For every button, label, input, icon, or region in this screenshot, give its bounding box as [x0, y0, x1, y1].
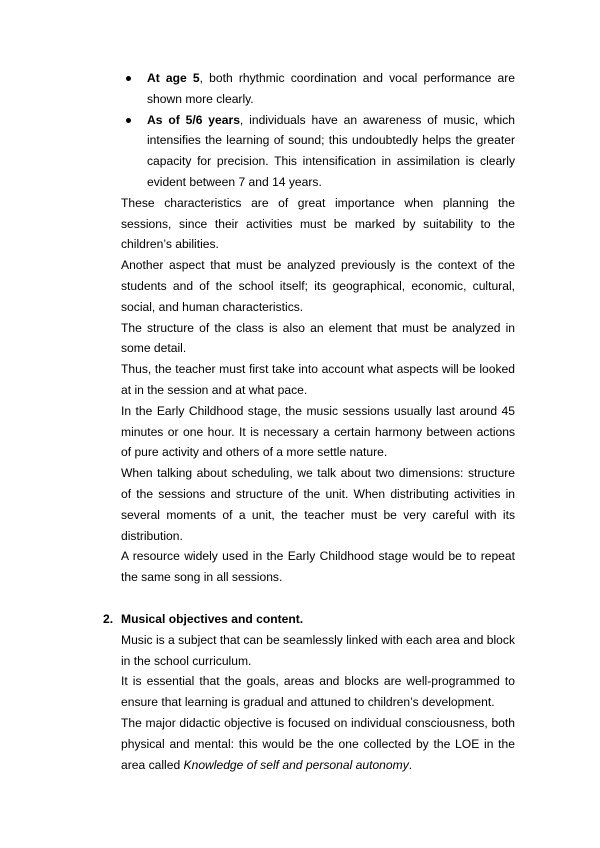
- section-paragraph: [121, 713, 515, 775]
- paragraph-end: .: [408, 757, 413, 772]
- bullet-lead: As of 5/6 years: [147, 112, 240, 127]
- section-title: Musical objectives and content.: [121, 611, 304, 626]
- section-paragraph: It is essential that the goals, areas and blocks are well-programmed to ensure that learning is gradual and attuned to children’s development.: [121, 674, 515, 710]
- page-content: [103, 68, 515, 775]
- paragraph: In the Early Childhood stage, the music sessions usually last around 45 minutes or one hour. It is necessary a certain harmony between actions of pure activity and others of a more settle nature.: [121, 403, 515, 460]
- bullet-item: [121, 68, 515, 110]
- paragraph: The structure of the class is also an element that must be analyzed in some detail.: [121, 320, 515, 356]
- bullet-icon: [126, 118, 131, 123]
- paragraph-text: The major didactic objective is focused on individual consciousness, both physical and mental: this would be the one collected by the LOE in the area called: [121, 715, 515, 772]
- bullet-icon: [126, 76, 131, 81]
- paragraph: Another aspect that must be analyzed previously is the context of the students and of the school itself; its geographical, economic, cultural, social, and human characteristics.: [121, 258, 515, 314]
- bullet-text: , individuals have an awareness of music, which intensifies the learning of sound; this undoubtedly helps the greater capacity for precision. This intensification in assimilation is clearly evident between 7 and 14 years.: [147, 112, 515, 189]
- bullet-item: [121, 110, 515, 193]
- bullet-lead: At age 5: [147, 71, 200, 85]
- paragraph: When talking about scheduling, we talk about two dimensions: structure of the sessions and structure of the unit. When distributing activities in several moments of a unit, the teacher must be very careful with its distribution.: [121, 466, 515, 543]
- section-number: 2.: [103, 611, 114, 626]
- bullet-text: , both rhythmic coordination and vocal performance are shown more clearly.: [147, 71, 515, 106]
- section-paragraph: Music is a subject that can be seamlessly linked with each area and block in the school curriculum.: [121, 632, 515, 668]
- paragraph: A resource widely used in the Early Childhood stage would be to repeat the same song in all sessions.: [121, 549, 515, 585]
- age-bullet-list: [121, 68, 515, 193]
- area-name-italic: Knowledge of self and personal autonomy: [183, 757, 409, 772]
- section-heading: [103, 609, 515, 630]
- paragraph: These characteristics are of great importance when planning the sessions, since their activities must be marked by suitability to the children’s abilities.: [121, 195, 515, 252]
- paragraph: Thus, the teacher must first take into account what aspects will be looked at in the session and at what pace.: [121, 362, 515, 397]
